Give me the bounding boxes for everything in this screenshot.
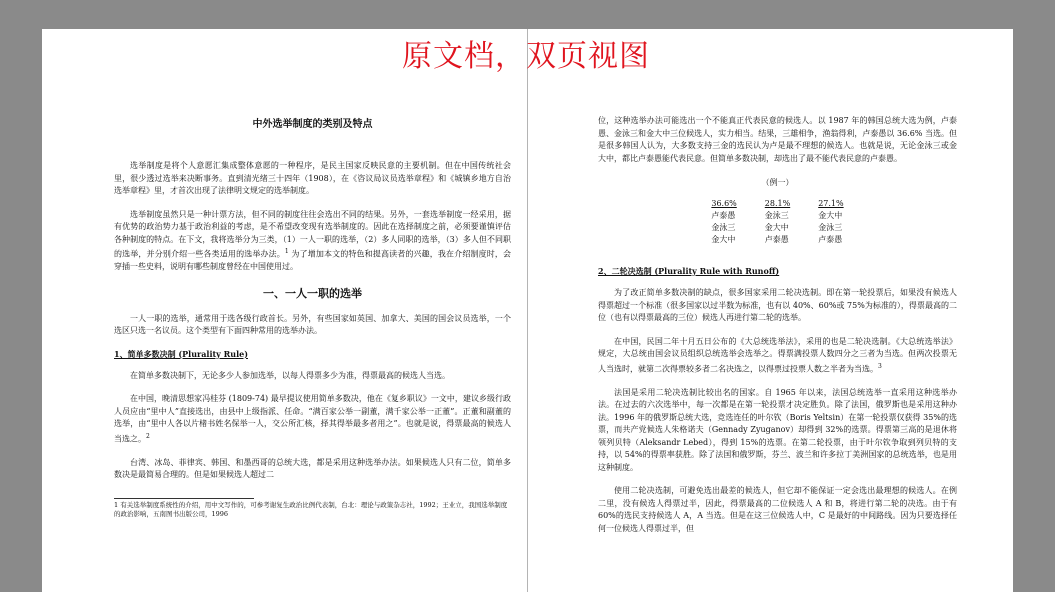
- footnote-marker: 3: [878, 362, 882, 370]
- table-row: [697, 198, 857, 210]
- footnote: 1 有关选举制度系统性的介绍，用中文写作的，可参考谢复生政治比例代表制，台北：理论与政策杂志社，1992；王业立，我国选举制度的政治影响，五南图书出版公司，1996: [114, 500, 508, 518]
- left-page: [42, 29, 527, 592]
- subsection-heading: 1、简单多数决制 (Plurality Rule): [114, 348, 248, 359]
- table-cell: 卢泰愚: [818, 235, 843, 244]
- two-page-spread: [42, 29, 1013, 592]
- paragraph-text: 在中国，晚清思想家冯桂芬 (1809-74) 最早提议使用简单多数决，他在《复乡职议》一文中，建议乡级行政人员应由“里中人”直接选出，由县中上级指派、任命。“满百家公举一副董，满千家公举一正董”。正董和副董的选举，由“里中人各以片楮书姓名保举一人，交公所汇核，择其得举最多者用之”。也就是说，得票最高的候选人当选之。: [114, 394, 511, 444]
- footnote-marker: 1: [284, 248, 289, 255]
- paragraph: 在简单多数决制下，无论多少人参加选举，以每人得票多少为准，得票最高的候选人当选。: [130, 370, 450, 380]
- paragraph-text: 选举制度虽然只是一种计票方法，但不同的制度往往会选出不同的结果。另外，一套选举制度一经采用，据有优势的政治势力基于政治利益的考虑，是不希望改变现有选举制度的。因此在选择制度之前，必须要谨慎评估各种制度的特点。在下文，我将选举分为三类，（1）一人一职的选举，（2）多人同职的选举，（3）多人但不同职的选举，并分别介绍一些各类适用的选举办法。: [114, 209, 511, 259]
- paragraph: 位，这种选举办法可能选出一个不能真正代表民意的候选人。以 1987 年的韩国总统大选为例，卢泰愚、金泳三和金大中三位候选人，实力相当。结果，三雄相争，渔翁得利，卢泰愚以 36.6% 当选。但是很多韩国人认为，大多数支持三金的选民认为卢是最不理想的候选人。也就是说，无论金泳三或金大中，都比卢泰愚能代表民意。但简单多数决制，却选出了最不能代表民意的卢泰愚。: [598, 116, 957, 163]
- table-row: [697, 234, 857, 246]
- paragraph: 法国是采用二轮决选制比较出名的国家。自 1965 年以来，法国总统选举一直采用这种选举办法。在过去的六次选举中，每一次都是在第一轮投票才决定胜负。除了法国，俄罗斯也是采用这种办法。1996 年的俄罗斯总统大选，竞选连任的叶尔钦（Boris Yeltsin）在第一轮投票仅获得 35%的选票，而共产党候选人朱格诺夫（Gennady Zyuganov）却得到 32%的选票。得票第三高的是退休将领列贝特（Aleksandr Lebed），得到 15%的选票。在第二轮投票，由于叶尔钦争取到列贝特的支持，以 54%的得票率获胜。除了法国和俄罗斯，芬兰、波兰和许多拉丁美洲国家的总统选举，也是用这种制度。: [598, 387, 957, 472]
- document-title: 中外选举制度的类别及特点: [252, 119, 373, 130]
- example-label: （例一）: [761, 178, 794, 187]
- subsection-heading: 2、二轮决选制 (Plurality Rule with Runoff): [598, 266, 780, 276]
- table-cell: 卢泰愚: [764, 235, 789, 244]
- table-cell: 金大中: [711, 235, 736, 244]
- table-cell: 28.1%: [764, 199, 791, 208]
- paragraph-text: 为了增加本文的特色和提高读者的兴趣，我在介绍制度时，会穿插一些史料，说明有哪些制度曾经在中国使用过。: [114, 249, 512, 272]
- section-heading: 一、一人一职的选举: [263, 286, 362, 300]
- paragraph: 一人一职的选举，通常用于选各级行政首长。另外，有些国家如英国、加拿大、美国的国会议员选举，一个选区只选一名议员。这个类型有下面四种常用的选举办法。: [114, 313, 511, 336]
- paragraph: [114, 393, 511, 446]
- footnote-marker: 2: [146, 432, 150, 440]
- paragraph: [598, 336, 957, 376]
- paragraph: [114, 209, 511, 274]
- paragraph: 使用二轮决选制，可避免选出最差的候选人，但它却不能保证一定会选出最理想的候选人。在例二里，没有候选人得票过半，因此，得票最高的二位候选人 A 和 B，将进行第二轮的决选。由于有 60%的选民支持候选人 A，A 当选。但是在这三位候选人中，C 是最好的中间路线。因为只要选择任何一位候选人得票过半，但: [598, 486, 957, 533]
- paragraph: 为了改正简单多数决制的缺点，很多国家采用二轮决选制。即在第一轮投票后，如果没有候选人得票超过一个标准（很多国家以过半数为标准，也有以 40%、60%或 75%为标准的），得票最高的二位（也有以得票最高的三位）候选人再进行第二轮的选举。: [598, 288, 957, 322]
- table-row: [697, 210, 857, 222]
- vote-example-table: [697, 198, 857, 246]
- table-cell: 27.1%: [818, 199, 844, 208]
- overlay-caption: 原文档，双页视图: [402, 39, 650, 74]
- footnote-divider: [114, 498, 254, 499]
- table-cell: 金大中: [764, 223, 789, 232]
- paragraph: 选举制度是将个人意愿汇集成整体意愿的一种程序，是民主国家反映民意的主要机制。但在中国传统社会里，很少透过选举来决断事务。直到清光绪三十四年（1908），在《咨议局议员选举章程》和《城镇乡地方自治选举章程》里，才首次出现了法律明文规定的选举制度。: [114, 161, 511, 195]
- right-page: [528, 29, 1013, 592]
- table-cell: 金大中: [818, 211, 843, 220]
- table-cell: 卢泰愚: [711, 211, 736, 220]
- table-cell: 金泳三: [764, 211, 789, 220]
- table-cell: 金泳三: [818, 223, 843, 232]
- table-cell: 金泳三: [711, 223, 736, 232]
- table-row: [697, 222, 857, 234]
- paragraph: 台湾、冰岛、菲律宾、韩国、和墨西哥的总统大选，都是采用这种选举办法。如果候选人只有二位，简单多数决是最简易合理的。但是如果候选人超过二: [114, 457, 511, 480]
- table-cell: 36.6%: [711, 199, 737, 208]
- paragraph-text: 在中国，民国二年十月五日公布的《大总统选举法》，采用的也是二轮决选制。《大总统选举法》规定，大总统由国会议员组织总统选举会选举之。得票满投票人数四分之三者为当选。但两次投票无人当选时，就第二次得票较多者二名决选之，以得票过投票人数之半者为当选。: [598, 336, 957, 374]
